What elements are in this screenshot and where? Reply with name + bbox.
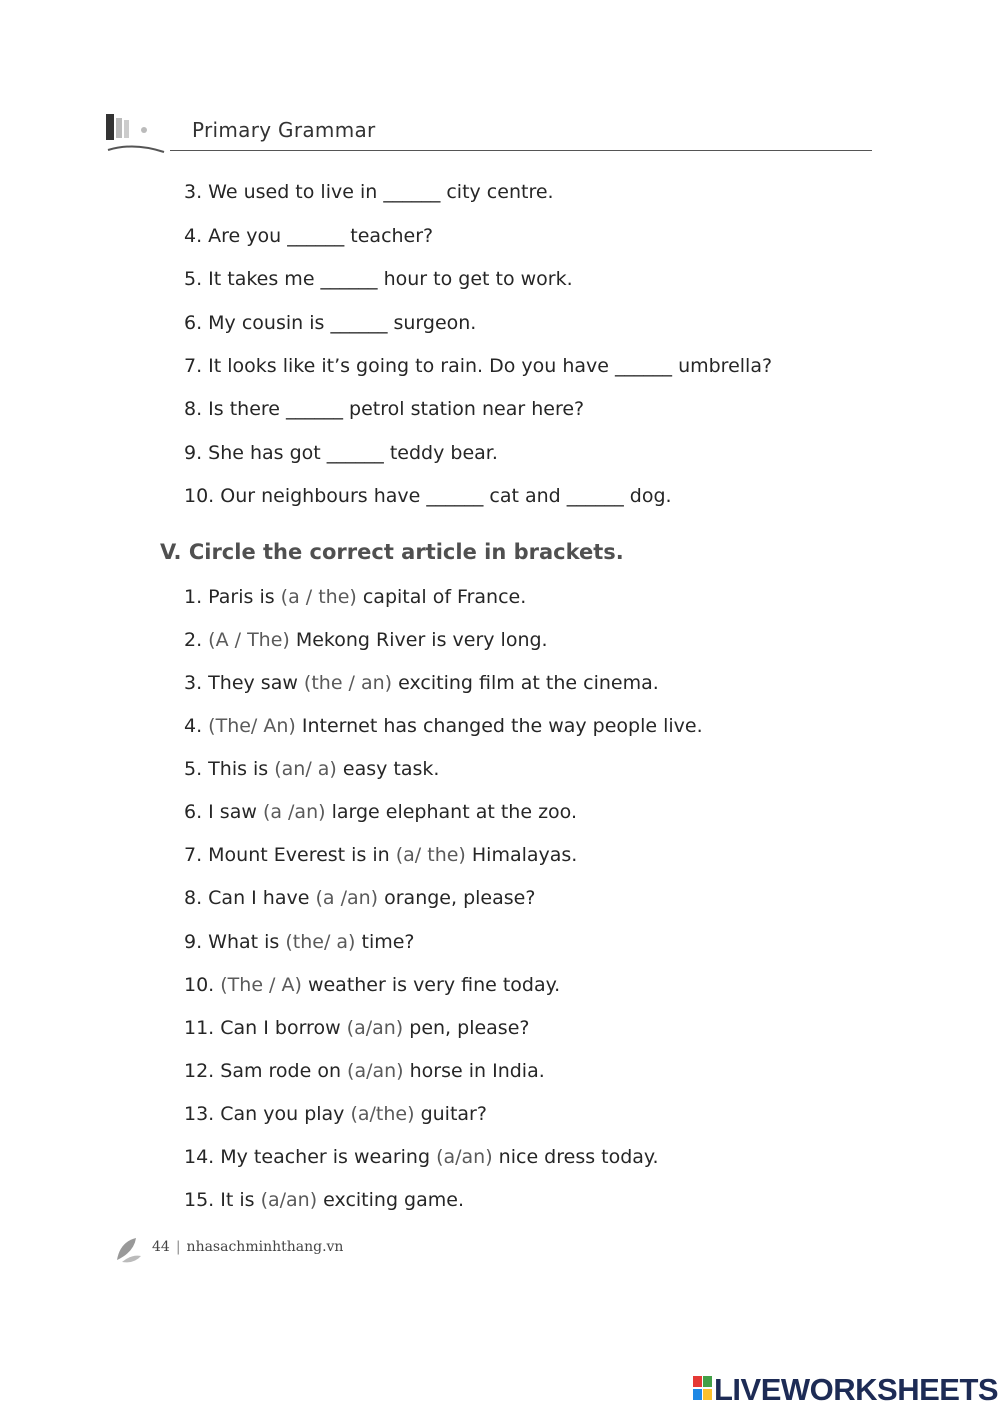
exercise-v-item xyxy=(184,1017,529,1039)
item-text: large elephant at the zoo. xyxy=(325,801,577,824)
leaf-logo-icon xyxy=(114,1234,144,1264)
item-text: city centre. xyxy=(440,181,554,203)
article-options[interactable]: (a/an) xyxy=(260,1188,318,1211)
item-text: orange, please? xyxy=(378,887,536,910)
item-text: 4. xyxy=(184,715,209,738)
answer-blank[interactable]: ______ xyxy=(383,181,441,203)
publisher-website: nhasachminhthang.vn xyxy=(186,1239,344,1255)
exercise-v-item xyxy=(184,1103,487,1125)
item-text: 9. She has got xyxy=(184,442,327,464)
item-text: 15. It is xyxy=(184,1188,261,1211)
article-options[interactable]: (the/ a) xyxy=(285,930,356,953)
item-text: 1. Paris is xyxy=(184,586,281,608)
exercise-v-item xyxy=(184,1189,464,1211)
book-title: Primary Grammar xyxy=(192,118,376,142)
exercise-iv-item xyxy=(184,312,476,334)
item-text: surgeon. xyxy=(387,312,477,334)
item-text: cat and xyxy=(483,485,567,507)
header-divider xyxy=(170,150,872,151)
exercise-v-item xyxy=(184,1146,659,1168)
item-text: pen, please? xyxy=(403,1016,530,1039)
exercise-v-item xyxy=(184,931,415,953)
answer-blank[interactable]: ______ xyxy=(566,485,624,507)
liveworksheets-logo-icon xyxy=(692,1374,714,1402)
item-text: teacher? xyxy=(344,225,434,247)
item-text: 12. Sam rode on xyxy=(184,1059,348,1082)
item-text: exciting film at the cinema. xyxy=(392,672,659,695)
exercise-iv-item xyxy=(184,442,498,464)
brand-name: LIVEWORKSHEETS xyxy=(714,1372,999,1407)
item-text: 14. My teacher is wearing xyxy=(184,1145,437,1168)
item-text: 10. Our neighbours have xyxy=(184,485,427,507)
item-text: umbrella? xyxy=(672,355,773,377)
book-logo-icon xyxy=(104,112,174,156)
answer-blank[interactable]: ______ xyxy=(330,312,388,334)
item-text: 8. Can I have xyxy=(184,887,316,910)
item-text: guitar? xyxy=(414,1102,487,1125)
page-number: 44 xyxy=(152,1239,170,1255)
exercise-v-item xyxy=(184,672,659,694)
exercise-iv-item xyxy=(184,485,672,507)
item-text: 5. It takes me xyxy=(184,268,321,290)
exercise-v-item xyxy=(184,715,703,737)
item-text: teddy bear. xyxy=(383,442,498,464)
item-text: time? xyxy=(355,930,415,953)
item-text: weather is very fine today. xyxy=(301,973,561,996)
section-title-v: V. Circle the correct article in brackets. xyxy=(160,540,624,564)
exercise-iv-item xyxy=(184,225,433,247)
article-options[interactable]: (a/the) xyxy=(350,1102,415,1125)
item-text: 4. Are you xyxy=(184,225,288,247)
article-options[interactable]: (a/an) xyxy=(346,1016,404,1039)
item-text: 7. It looks like it’s going to rain. Do you have xyxy=(184,355,616,377)
article-options[interactable]: (A / The) xyxy=(208,629,290,652)
answer-blank[interactable]: ______ xyxy=(615,355,673,377)
item-text: 11. Can I borrow xyxy=(184,1016,347,1039)
exercise-v-item xyxy=(184,1060,545,1082)
exercise-iv-item xyxy=(184,268,573,290)
answer-blank[interactable]: ______ xyxy=(326,442,384,464)
article-options[interactable]: (a/an) xyxy=(436,1145,493,1168)
item-text: 3. They saw xyxy=(184,672,304,695)
exercise-v-item xyxy=(184,586,526,608)
footer-separator: | xyxy=(175,1239,181,1255)
article-options[interactable]: (a/ the) xyxy=(395,844,466,867)
item-text: 9. What is xyxy=(184,930,286,953)
item-text: petrol station near here? xyxy=(343,398,585,420)
item-text: 6. My cousin is xyxy=(184,312,331,334)
item-text: 3. We used to live in xyxy=(184,181,384,203)
item-text: exciting game. xyxy=(317,1188,464,1211)
article-options[interactable]: (The / A) xyxy=(220,973,302,996)
footer-text xyxy=(152,1239,343,1255)
answer-blank[interactable]: ______ xyxy=(426,485,484,507)
exercise-iv-item xyxy=(184,355,772,377)
item-text: nice dress today. xyxy=(492,1145,659,1168)
answer-blank[interactable]: ______ xyxy=(320,268,378,290)
exercise-iv-item xyxy=(184,181,554,203)
page-header xyxy=(104,108,872,156)
article-options[interactable]: (The/ An) xyxy=(208,715,296,738)
exercise-v-item xyxy=(184,758,439,780)
answer-blank[interactable]: ______ xyxy=(287,225,345,247)
item-text: 2. xyxy=(184,629,209,652)
exercise-v-item xyxy=(184,887,535,909)
item-text: hour to get to work. xyxy=(377,268,573,290)
exercise-v-item xyxy=(184,844,577,866)
item-text: 6. I saw xyxy=(184,801,263,824)
item-text: 10. xyxy=(184,973,221,996)
item-text: horse in India. xyxy=(403,1059,545,1082)
item-text: 8. Is there xyxy=(184,398,287,420)
article-options[interactable]: (a /an) xyxy=(315,887,379,910)
article-options[interactable]: (a/an) xyxy=(347,1059,404,1082)
item-text: 5. This is xyxy=(184,758,275,781)
article-options[interactable]: (the / an) xyxy=(303,672,393,695)
item-text: Internet has changed the way people live. xyxy=(295,715,703,738)
article-options[interactable]: (a / the) xyxy=(280,586,357,608)
exercise-iv-item xyxy=(184,398,584,420)
answer-blank[interactable]: ______ xyxy=(286,398,344,420)
exercise-v-item xyxy=(184,801,577,823)
article-options[interactable]: (an/ a) xyxy=(274,758,337,781)
item-text: dog. xyxy=(623,485,672,507)
item-text: 7. Mount Everest is in xyxy=(184,844,396,867)
item-text: capital of France. xyxy=(356,586,527,608)
item-text: Mekong River is very long. xyxy=(289,629,548,652)
item-text: 13. Can you play xyxy=(184,1102,351,1125)
exercise-v-item xyxy=(184,629,548,651)
item-text: Himalayas. xyxy=(465,844,578,867)
article-options[interactable]: (a /an) xyxy=(262,801,326,824)
exercise-v-item xyxy=(184,974,560,996)
item-text: easy task. xyxy=(336,758,440,781)
